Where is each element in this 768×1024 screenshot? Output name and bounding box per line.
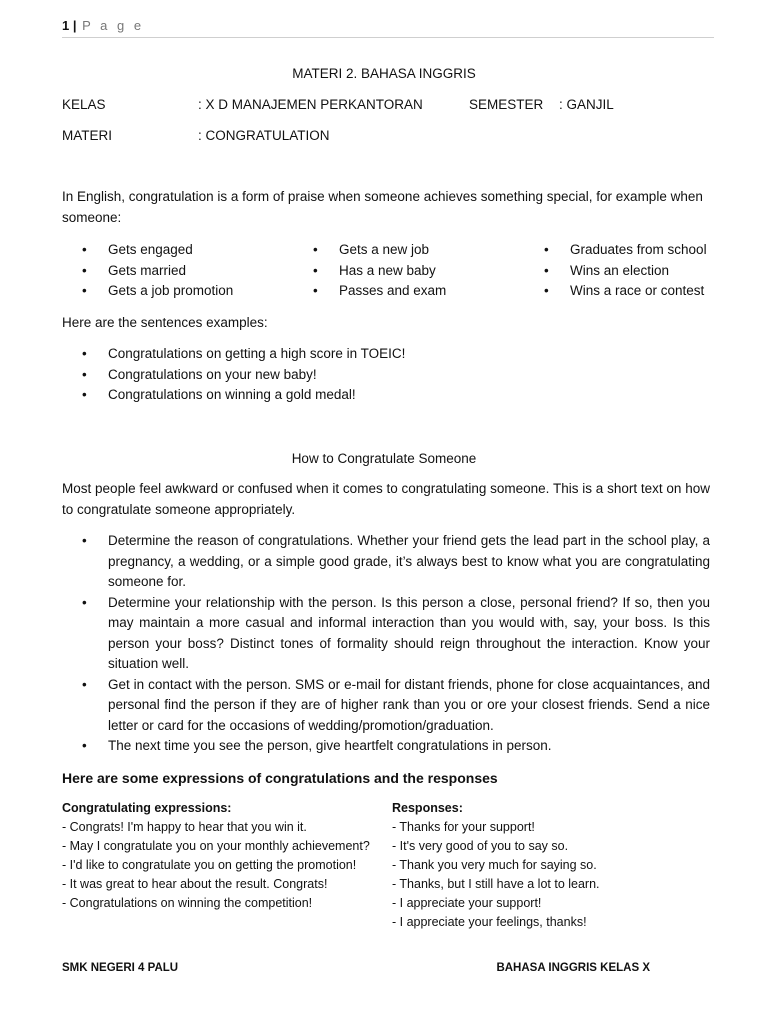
how-heading: How to Congratulate Someone bbox=[291, 451, 477, 466]
expressions-heading: Here are some expressions of congratulations and the responses bbox=[62, 770, 498, 786]
expression-item: - It was great to hear about the result. Congrats! bbox=[62, 877, 328, 891]
list-item: • Gets married bbox=[82, 261, 292, 282]
list-item: • Congratulations on your new baby! bbox=[82, 365, 682, 386]
examples-intro: Here are the sentences examples: bbox=[62, 315, 268, 330]
expressions-column bbox=[62, 799, 387, 913]
list-item: • Gets a job promotion bbox=[82, 281, 292, 302]
document-title: MATERI 2. BAHASA INGGRIS bbox=[292, 66, 476, 81]
response-item: - I appreciate your support! bbox=[392, 896, 542, 910]
list-item: • Wins an election bbox=[544, 261, 744, 282]
list-item: • Determine your relationship with the person. Is this person a close, personal friend? If so, then you may maintain a more casual and informal interaction than you would with, say, your boss. Is this person your boss? Distinct tones of formality should reign throughout the interaction. Know your situation well. bbox=[82, 593, 710, 675]
response-item: - Thank you very much for saying so. bbox=[392, 858, 597, 872]
list-item: • Congratulations on getting a high score in TOEIC! bbox=[82, 344, 682, 365]
materi-value: : CONGRATULATION bbox=[198, 128, 330, 143]
list-item: • The next time you see the person, give heartfelt congratulations in person. bbox=[82, 736, 710, 757]
expression-item: - Congratulations on winning the competition! bbox=[62, 896, 313, 910]
page-number-separator: | bbox=[72, 18, 77, 33]
responses-title: Responses: bbox=[392, 801, 463, 815]
list-item: • Has a new baby bbox=[313, 261, 523, 282]
list-item: • Gets a new job bbox=[313, 240, 523, 261]
list-item: • Wins a race or contest bbox=[544, 281, 744, 302]
list-item: • Determine the reason of congratulations. Whether your friend gets the lead part in the school play, a pregnancy, a wedding, or a simple good grade, it’s always best to know what you are congratulating someone for. bbox=[82, 531, 710, 593]
occasions-list-1 bbox=[82, 240, 292, 302]
response-item: - I appreciate your feelings, thanks! bbox=[392, 915, 587, 929]
intro-paragraph: In English, congratulation is a form of praise when someone achieves something special, for example when someone: bbox=[62, 189, 703, 225]
response-item: - It's very good of you to say so. bbox=[392, 839, 569, 853]
semester-value: : GANJIL bbox=[559, 97, 614, 112]
materi-label: MATERI bbox=[62, 128, 112, 143]
footer-subject: BAHASA INGGRIS KELAS X bbox=[496, 962, 650, 974]
expression-item: - Congrats! I'm happy to hear that you win it. bbox=[62, 820, 307, 834]
list-item: • Passes and exam bbox=[313, 281, 523, 302]
list-item: • Get in contact with the person. SMS or e-mail for distant friends, phone for close acquaintances, and personal find the person if they are of higher rank than you or ore your closest friends. Send a nice letter or card for the occasions of wedding/promotion/graduation. bbox=[82, 675, 710, 737]
list-item: • Congratulations on winning a gold medal! bbox=[82, 385, 682, 406]
expression-item: - I'd like to congratulate you on getting the promotion! bbox=[62, 858, 357, 872]
response-item: - Thanks, but I still have a lot to learn. bbox=[392, 877, 600, 891]
examples-list bbox=[82, 344, 682, 406]
response-item: - Thanks for your support! bbox=[392, 820, 535, 834]
list-item: • Graduates from school bbox=[544, 240, 744, 261]
kelas-label: KELAS bbox=[62, 97, 106, 112]
footer-school: SMK NEGERI 4 PALU bbox=[62, 962, 179, 974]
semester-label: SEMESTER bbox=[469, 97, 544, 112]
occasions-list-3 bbox=[544, 240, 744, 302]
expression-item: - May I congratulate you on your monthly achievement? bbox=[62, 839, 370, 853]
how-steps-list bbox=[82, 531, 710, 757]
responses-column bbox=[392, 799, 712, 932]
page-word: P a g e bbox=[82, 18, 145, 33]
kelas-value: : X D MANAJEMEN PERKANTORAN bbox=[198, 97, 423, 112]
how-intro: Most people feel awkward or confused when it comes to congratulating someone. This is a short text on how to congratulate someone appropriately. bbox=[62, 481, 710, 517]
occasions-list-2 bbox=[313, 240, 523, 302]
list-item: • Gets engaged bbox=[82, 240, 292, 261]
header-divider bbox=[62, 37, 714, 38]
page-number bbox=[62, 18, 144, 33]
expressions-title: Congratulating expressions: bbox=[62, 801, 232, 815]
page-number-value: 1 bbox=[62, 18, 70, 33]
